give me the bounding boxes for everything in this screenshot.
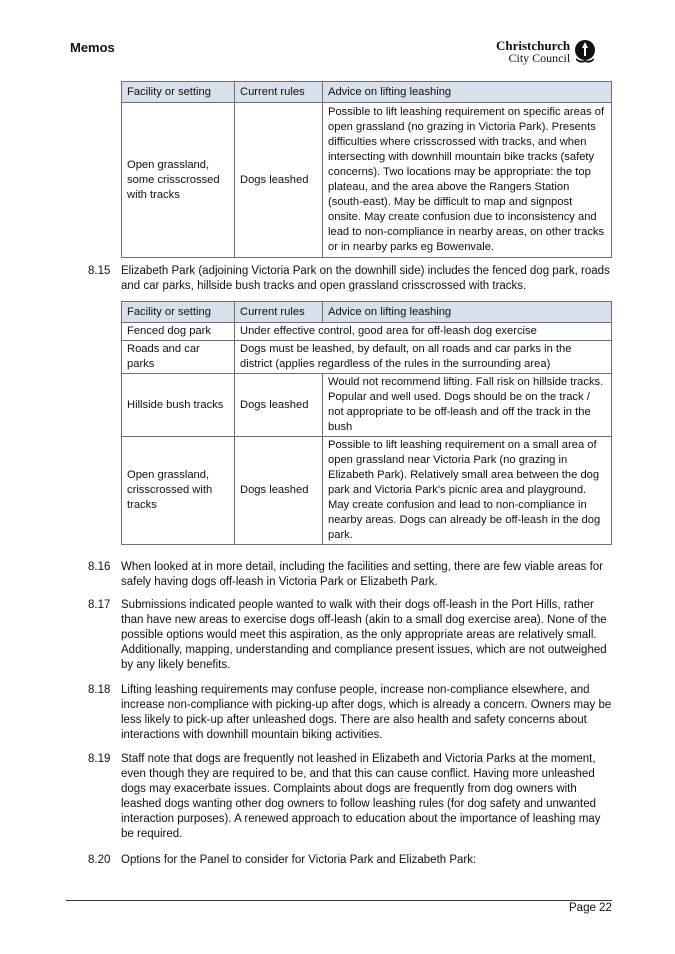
table-header-row xyxy=(122,302,612,323)
cell-rules: Dogs leashed xyxy=(235,103,323,258)
table-row xyxy=(122,323,612,341)
council-emblem-icon xyxy=(574,40,596,64)
cell-facility: Open grassland, crisscrossed with tracks xyxy=(122,437,235,545)
col-header-advice: Advice on lifting leashing xyxy=(323,82,612,103)
table-victoria-park xyxy=(121,81,612,258)
cell-advice: Possible to lift leashing requirement on a small area of open grassland near Victoria Park (no grazing in Elizabeth Park). Relatively small area between the dog park and Victoria Park's picnic area and playground. May create confusion and lead to non-compliance in nearby areas. Dogs can already be off-leash in the dog park. xyxy=(323,437,612,545)
paragraph-number: 8.19 xyxy=(88,753,111,765)
cell-facility: Hillside bush tracks xyxy=(122,374,235,437)
paragraph-text: Lifting leashing requirements may confuse people, increase non-compliance elsewhere, and increase non-compliance with picking-up after dogs, which is already a concern. Owners may be less likely to pick-up after unleashed dogs. There are also health and safety concerns about interactions with downhill mountain biking activities. xyxy=(121,684,612,741)
paragraph-number: 8.20 xyxy=(88,854,111,866)
paragraph-number: 8.17 xyxy=(88,599,111,611)
table-row xyxy=(122,341,612,374)
col-header-advice: Advice on lifting leashing xyxy=(323,302,612,323)
paragraph-text: Options for the Panel to consider for Victoria Park and Elizabeth Park: xyxy=(121,854,477,866)
logo-line1: Christchurch xyxy=(496,38,571,53)
paragraph-number: 8.18 xyxy=(88,684,111,696)
cell-facility: Roads and car parks xyxy=(122,341,235,374)
cell-rules: Dogs leashed xyxy=(235,374,323,437)
cell-advice: Would not recommend lifting. Fall risk on hillside tracks. Popular and well used. Dogs should be on the track / not appropriate to be off-leash and off the track in the bush xyxy=(323,374,612,437)
paragraph-text: Staff note that dogs are frequently not leashed in Elizabeth and Victoria Parks at the moment, even though they are required to be, and that this can cause conflict. Having more unleashed dogs may exacerbate issues. Complaints about dogs are frequently from dog owners with leashed dogs wanting other dog owners to follow leashing rules (for dog safety and unwanted interaction purposes). A renewed approach to education about the importance of leashing may be required. xyxy=(121,753,601,840)
table-header-row xyxy=(122,82,612,103)
cell-facility: Open grassland, some crisscrossed with tracks xyxy=(122,103,235,258)
cell-merged: Dogs must be leashed, by default, on all roads and car parks in the district (applies regardless of the rules in the surrounding area) xyxy=(235,341,612,374)
footer-divider xyxy=(66,900,612,901)
paragraph-number: 8.15 xyxy=(88,265,111,277)
col-header-facility: Facility or setting xyxy=(122,302,235,323)
col-header-rules: Current rules xyxy=(235,302,323,323)
table-row xyxy=(122,103,612,258)
council-logo xyxy=(496,40,606,74)
col-header-facility: Facility or setting xyxy=(122,82,235,103)
table-row xyxy=(122,437,612,545)
table-row xyxy=(122,374,612,437)
paragraph-text: Submissions indicated people wanted to walk with their dogs off-leash in the Port Hills, rather than have new areas to exercise dogs off-leash (akin to a small dog exercise area). None of the possible options would meet this aspiration, as the only appropriate areas are relatively small. Additionally, mapping, understanding and compliance present issues, which are not outweighed by any likely benefits. xyxy=(121,599,607,671)
col-header-rules: Current rules xyxy=(235,82,323,103)
page-header-title: Memos xyxy=(70,40,115,55)
paragraph-text: When looked at in more detail, including the facilities and setting, there are few viable areas for safely having dogs off-leash in Victoria Park or Elizabeth Park. xyxy=(121,561,603,588)
cell-facility: Fenced dog park xyxy=(122,323,235,341)
paragraph-number: 8.16 xyxy=(88,561,111,573)
cell-merged: Under effective control, good area for off-leash dog exercise xyxy=(235,323,612,341)
page-number: Page 22 xyxy=(569,902,612,914)
logo-line2: City Council xyxy=(508,51,571,65)
cell-advice: Possible to lift leashing requirement on specific areas of open grassland (no grazing in Victoria Park). Presents difficulties where crisscrossed with tracks, and when intersecting with downhill mountain bike tracks (safety concerns). Two locations may be appropriate: the top plateau, and the area above the Rangers Station (south-east). May be difficult to map and signpost onsite. May create confusion due to inconsistency and lead to non-compliance in nearby areas, on other tracks or in nearby parks eg Bowenvale. xyxy=(323,103,612,258)
cell-rules: Dogs leashed xyxy=(235,437,323,545)
paragraph-text: Elizabeth Park (adjoining Victoria Park on the downhill side) includes the fenced dog park, roads and car parks, hillside bush tracks and open grassland crisscrossed with tracks. xyxy=(121,265,610,292)
table-elizabeth-park xyxy=(121,301,612,545)
